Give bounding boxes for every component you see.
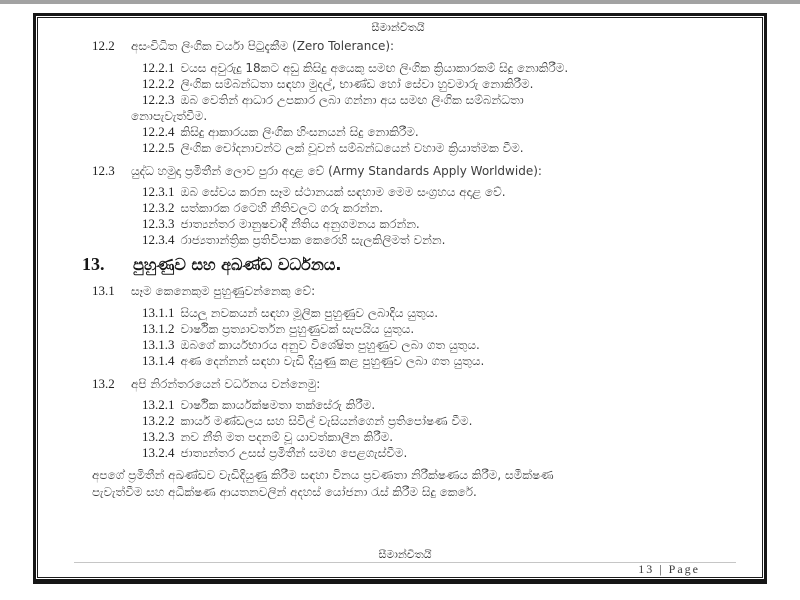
chapter-number: 13. bbox=[82, 254, 105, 274]
list-item bbox=[92, 413, 704, 429]
page-border-inner-line bbox=[37, 17, 763, 578]
chapter-title: පුහුණුව සහ අඛණ්ඩ වර්ධනය. bbox=[133, 255, 342, 274]
list-item bbox=[92, 445, 704, 461]
list-item-continuation: නොපැවැත්වීම. bbox=[131, 109, 208, 123]
item-text: කිසිදු ආකාරයක ලිංගික හිංසනයන් සිදු නොකිරීම. bbox=[180, 125, 419, 139]
page-content bbox=[38, 18, 762, 577]
item-number: 13.2.1 bbox=[142, 397, 175, 412]
item-number: 13.2.3 bbox=[142, 429, 175, 444]
list-item bbox=[92, 76, 704, 92]
item-number: 12.2.2 bbox=[142, 76, 175, 91]
scan-edge-strip bbox=[0, 0, 800, 4]
list-item bbox=[92, 184, 704, 200]
item-number: 13.1.2 bbox=[142, 321, 175, 336]
page-number: 13 | Page bbox=[638, 562, 700, 576]
item-text: ජාත්‍යන්තර උසස් ප්‍රමිතීන් සමඟ පෙළගැස්වීම. bbox=[180, 446, 408, 460]
page-border-frame bbox=[33, 13, 767, 584]
section-title: අසංවිධිත ලිංගික චර්යා පිටුදැකීම (Zero Tolerance): bbox=[131, 39, 395, 53]
list-item bbox=[92, 232, 704, 248]
item-text: වාර්ෂික කාර්යක්ෂමතා තක්සේරු කිරීම. bbox=[180, 398, 376, 412]
item-number: 13.1.3 bbox=[142, 337, 175, 352]
list-item bbox=[92, 353, 704, 369]
page-footer bbox=[74, 548, 736, 576]
section-title: සෑම කෙනෙකුම පුහුණුවන්නෙකු වේ: bbox=[131, 284, 316, 298]
closing-paragraph bbox=[92, 467, 704, 501]
item-text: සියලු නවකයන් සඳහා මූලික පුහුණුව ලබාදිය යුතුය. bbox=[180, 306, 439, 320]
item-number: 12.3.2 bbox=[142, 200, 175, 215]
list-item bbox=[92, 305, 704, 321]
list-item bbox=[92, 92, 704, 108]
section-title: අපි නිරන්තරයෙන් වර්ධනය වන්නෙමු: bbox=[131, 377, 321, 391]
item-text: වයස අවුරුදු 18කට අඩු කිසිදු අයෙකු සමඟ ලිංගික ක්‍රියාකාරකම් සිදු නොකිරීම. bbox=[180, 61, 569, 75]
list-item bbox=[92, 321, 704, 337]
section-12-2-heading bbox=[92, 38, 704, 54]
item-number: 12.2.1 bbox=[142, 60, 175, 75]
list-item bbox=[92, 60, 704, 76]
item-text: වාර්ෂික ප්‍රත්‍යාවර්තන පුහුණුවක් සැපයිය යුතුය. bbox=[180, 322, 415, 336]
list-item bbox=[92, 337, 704, 353]
item-number: 13.1.1 bbox=[142, 305, 175, 320]
section-13-2-items bbox=[92, 397, 704, 461]
item-number: 13.2.2 bbox=[142, 413, 175, 428]
item-text: සත්කාරක රටෙහි නීතිවලට ගරු කරන්න. bbox=[180, 201, 384, 215]
item-text: නව නීති මත පදනම් වූ යාවත්කාලීන කිරීම. bbox=[180, 430, 394, 444]
list-item bbox=[92, 216, 704, 232]
section-number: 13.1 bbox=[92, 283, 115, 298]
list-item bbox=[92, 124, 704, 140]
section-title: යුද්ධ හමුදා ප්‍රමිතීන් ලොව පුරා අදාළ වේ (Army Standards Apply Worldwide): bbox=[131, 164, 542, 178]
item-number: 12.2.5 bbox=[142, 140, 175, 155]
item-number: 12.3.4 bbox=[142, 232, 175, 247]
list-item bbox=[92, 200, 704, 216]
chapter-13-heading bbox=[82, 254, 704, 275]
item-number: 13.2.4 bbox=[142, 445, 175, 460]
item-text: ඔබ සේවය කරන සෑම ස්ථානයක් සඳහාම මෙම සංග්‍රහය අදාළ වේ. bbox=[180, 185, 506, 199]
item-text: ලිංගික චෝදනාවන්ට ලක් වූවන් සම්බන්ධයෙන් වහාම ක්‍රියාත්මක වීම. bbox=[180, 141, 524, 155]
list-item bbox=[92, 140, 704, 156]
section-12-2-items bbox=[92, 60, 704, 156]
section-12-3-items bbox=[92, 184, 704, 248]
header-classification: සීමාන්විතයි bbox=[371, 21, 425, 34]
item-text: අණ දෙන්නන් සඳහා වැඩි දියුණු කළ පුහුණුව ලබා ගත යුතුය. bbox=[180, 354, 485, 368]
item-number: 12.3.1 bbox=[142, 184, 175, 199]
item-number: 12.2.3 bbox=[142, 92, 175, 107]
item-number: 13.1.4 bbox=[142, 353, 175, 368]
section-number: 13.2 bbox=[92, 376, 115, 391]
section-13-2-heading bbox=[92, 376, 704, 392]
section-13-1-heading bbox=[92, 283, 704, 299]
list-item bbox=[92, 397, 704, 413]
item-text: ලිංගික සම්බන්ධතා සඳහා මුදල්, භාණ්ඩ හෝ සේවා හුවමාරු නොකිරීම. bbox=[180, 77, 534, 91]
item-number: 12.2.4 bbox=[142, 124, 175, 139]
section-number: 12.3 bbox=[92, 163, 115, 178]
closing-paragraph-line-1: අපගේ ප්‍රමිතීන් අඛණ්ඩව වැඩිදියුණු කිරීම සඳහා විනය ප්‍රවණතා නිරීක්ෂණය කිරීම, සමීක්ෂණ bbox=[92, 468, 554, 482]
section-13-1-items bbox=[92, 305, 704, 369]
item-text: ජාත්‍යන්තර මානුෂවාදී නීතිය අනුගමනය කරන්න. bbox=[180, 217, 420, 231]
section-number: 12.2 bbox=[92, 38, 115, 53]
item-text: රාජ්‍යතාන්ත්‍රික ප්‍රතිවිපාක කෙරෙහි සැලකිලිමත් වන්න. bbox=[180, 233, 446, 247]
footer-classification: සීමාන්විතයි bbox=[378, 548, 432, 561]
item-text: ඔබගේ කාර්යභාරය අනුව විශේෂිත පුහුණුව ලබා ගත යුතුය. bbox=[180, 338, 480, 352]
closing-paragraph-line-2: පැවැත්වීම සහ අධීක්ෂණ ආයතනවලින් අදහස් යෝජනා රැස් කිරීම සිදු කෙරේ. bbox=[92, 485, 477, 499]
list-item bbox=[92, 429, 704, 445]
item-number: 12.3.3 bbox=[142, 216, 175, 231]
section-12-3-heading bbox=[92, 163, 704, 179]
item-text: ඔබ වෙතින් ආධාර උපකාර ලබා ගන්නා අය සමඟ ලිංගික සම්බන්ධතා bbox=[180, 93, 524, 107]
item-text: කාර්ය මණ්ඩලය සහ සිවිල් වැසියන්ගෙන් ප්‍රතිපෝෂණ වීම. bbox=[180, 414, 473, 428]
